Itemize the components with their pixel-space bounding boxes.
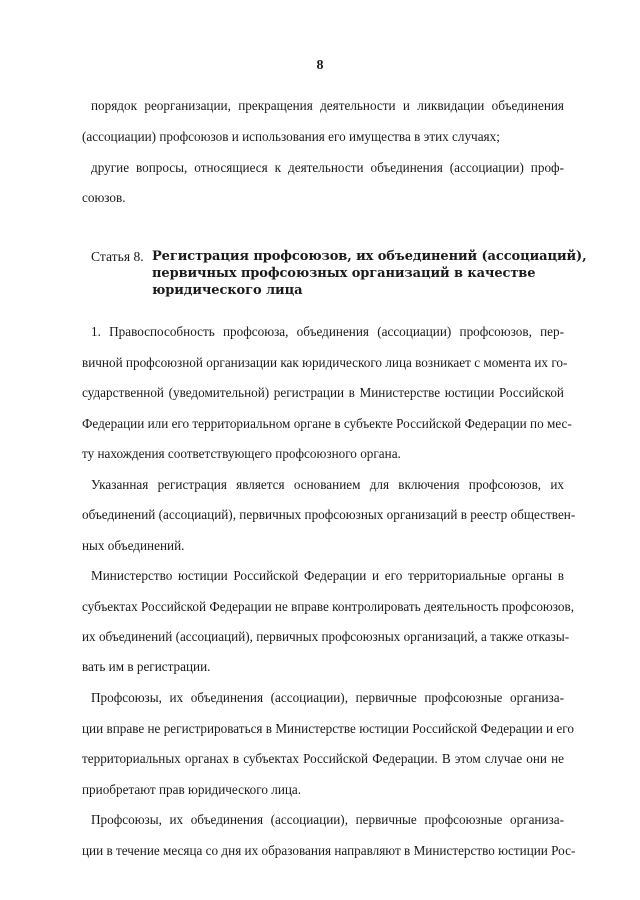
text-line: сударственной (уведомительной) регистрации в Министерстве юстиции Российской: [82, 385, 564, 400]
text-line: Министерство юстиции Российской Федерации и его территориальные органы в: [91, 568, 564, 583]
text-line: ции в течение месяца со дня их образования направляют в Министерство юстиции Рос-: [82, 843, 576, 858]
text-line: (ассоциации) профсоюзов и использования его имущества в этих случаях;: [82, 129, 500, 144]
text-line: ту нахождения соответствующего профсоюзного органа.: [82, 446, 401, 461]
text-line: субъектах Российской Федерации не вправе контролировать деятельность профсоюзов,: [82, 599, 575, 614]
text-line: их объединений (ассоциаций), первичных профсоюзных организаций, а также отказы-: [82, 629, 570, 644]
article-title-line: Регистрация профсоюзов, их объединений (ассоциаций),: [152, 249, 587, 264]
article-title-line: первичных профсоюзных организаций в качестве: [152, 266, 536, 281]
text-line: 1. Правоспособность профсоюза, объединения (ассоциации) профсоюзов, пер-: [91, 324, 564, 339]
text-line: союзов.: [82, 190, 126, 205]
page-number: 8: [316, 58, 324, 73]
text-line: ции вправе не регистрироваться в Министерстве юстиции Российской Федерации и его: [82, 721, 574, 736]
text-line: ных объединений.: [82, 538, 185, 553]
text-line: Указанная регистрация является основанием для включения профсоюзов, их: [91, 477, 564, 492]
article-title-line: юридического лица: [152, 283, 303, 298]
text-line: другие вопросы, относящиеся к деятельности объединения (ассоциации) проф-: [91, 160, 564, 175]
text-line: вать им в регистрации.: [82, 659, 211, 674]
text-line: вичной профсоюзной организации как юридического лица возникает с момента их го-: [82, 355, 568, 370]
text-line: порядок реорганизации, прекращения деятельности и ликвидации объединения: [91, 98, 564, 113]
text-line: приобретают прав юридического лица.: [82, 782, 302, 797]
text-line: объединений (ассоциаций), первичных профсоюзных организаций в реестр обществен-: [82, 507, 576, 522]
text-line: Профсоюзы, их объединения (ассоциации), первичные профсоюзные организа-: [91, 690, 564, 705]
text-line: Федерации или его территориальном органе в субъекте Российской Федерации по мес-: [82, 416, 572, 431]
text-line: территориальных органах в субъектах Российской Федерации. В этом случае они не: [82, 751, 564, 766]
article-label: Статья 8.: [91, 249, 144, 264]
text-line: Профсоюзы, их объединения (ассоциации), первичные профсоюзные организа-: [91, 812, 564, 827]
